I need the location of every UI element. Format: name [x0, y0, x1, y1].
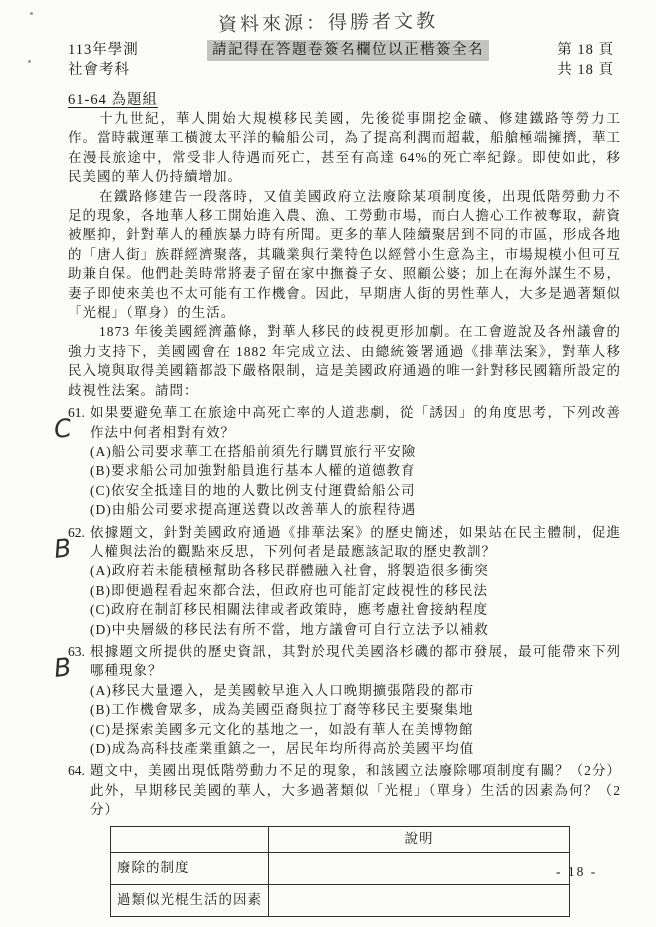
- question-62-stem: 依據題文，針對美國政府通過《排華法案》的歷史簡述，如果站在民主體制，促進人權與法治的觀點來反思，下列何者是最應該記取的歷史教訓？: [90, 524, 621, 559]
- question-63-number: 63.: [68, 643, 85, 659]
- row2-answer-cell: [269, 884, 570, 916]
- question-62-number: 62.: [68, 524, 85, 540]
- signature-notice-highlight: 請記得在答題卷簽名欄位以正楷簽全名: [207, 40, 489, 61]
- question-62: [52, 523, 621, 639]
- question-63-option-a: (A)移民大量遷入，是美國較早進入人口晚期擴張階段的都市: [90, 682, 475, 698]
- question-63-option-d: (D)成為高科技產業重鎮之一，居民年均所得高於美國平均值: [90, 741, 475, 756]
- question-group-title: 61-64 為題組: [68, 92, 158, 108]
- subject-label: 社會考科: [68, 62, 130, 78]
- question-64-number: 64.: [68, 763, 85, 779]
- page-header: [68, 40, 614, 80]
- passage-paragraph-3: 1873 年後美國經濟蕭條，對華人移民的歧視更形加劇。在工會遊說及各州議會的強力支持下，美國國會在 1882 年完成立法、由總統簽署通過《排華法案》，對華人移民入境與取得美國籍都設下嚴格限制，這是美國政府通過的唯一針對移民國籍所設定的歧視性法案。請問：: [68, 324, 621, 398]
- question-61-option-c: (C)依安全抵達目的地的人數比例支付運費給船公司: [90, 482, 416, 498]
- handwritten-source-note: 資料來源：得勝者文教: [217, 10, 439, 36]
- header-center: [139, 40, 558, 61]
- total-pages-label: 共 18 頁: [557, 62, 614, 78]
- page-number-label: 第 18 頁: [557, 42, 614, 58]
- question-63-stem: 根據題文所提供的歷史資訊，其對於現代美國洛杉磯的都市發展，最可能帶來下列哪種現象？: [90, 643, 621, 679]
- question-61-option-d: (D)由船公司要求提高運送費以改善華人的旅程待遇: [90, 502, 417, 518]
- page-footer-number: - 18 -: [556, 864, 598, 879]
- question-62-option-a: (A)政府若未能積極幫助各移民群體融入社會，將製造很多衝突: [90, 563, 489, 579]
- table-header-row: [111, 826, 570, 852]
- row1-label: 廢除的制度: [111, 852, 269, 884]
- question-61-option-b: (B)要求船公司加強對船員進行基本人權的道德教育: [90, 463, 416, 479]
- question-61-option-a: (A)船公司要求華工在搭船前須先行購買旅行平安險: [90, 443, 417, 459]
- table-corner-cell: [111, 826, 269, 852]
- handwritten-answer-63: B: [52, 651, 74, 683]
- question-64: [68, 761, 621, 819]
- exam-year-label: 113年學測: [68, 42, 139, 58]
- passage-paragraph-2: 在鐵路修建告一段落時，又值美國政府立法廢除某項制度後，出現低階勞動力不足的現象，各地華人移工開始進入農、漁、工勞動市場，而白人擔心工作被奪取，薪資被壓抑，針對華人的種族暴力時有所聞。更多的華人陸續聚居到不同的市區，形成各地的「唐人街」族群經濟聚落，其職業與行業特色以經營小生意為主，市場規模小但可互助兼自保。他們赴美時常將妻子留在家中撫養子女、照顧公婆；加上在海外謀生不易，妻子即使來美也不太可能有工作機會。因此，早期唐人街的男性華人，大多是過著類似「光棍」（單身）的生活。: [68, 188, 621, 321]
- question-62-option-b: (B)即便過程看起來都合法，但政府也可能訂定歧視性的移民法: [90, 582, 488, 598]
- handwritten-answer-62: B: [52, 532, 74, 564]
- question-63-option-c: (C)是探索美國多元文化的基地之一，如設有華人在美博物館: [90, 721, 474, 737]
- table-row-abolished-system: [111, 852, 570, 884]
- question-63-option-b: (B)工作機會眾多，成為美國亞裔與拉丁裔等移民主要聚集地: [90, 702, 474, 718]
- table-description-header: 說明: [269, 826, 570, 852]
- scan-speck: [28, 60, 31, 63]
- page-count: [557, 40, 614, 80]
- passage-and-questions: [52, 109, 621, 917]
- question-61: [52, 403, 621, 519]
- row1-answer-cell: [269, 852, 570, 884]
- question-62-option-c: (C)政府在制訂移民相關法律或者政策時，應考慮社會接納程度: [90, 602, 488, 618]
- exam-identifier: [68, 40, 139, 80]
- row2-label: 過類似光棍生活的因素: [111, 884, 269, 916]
- question-61-number: 61.: [68, 405, 85, 421]
- passage-paragraph-1: 十九世紀，華人開始大規模移民美國，先後從事開挖金礦、修建鐵路等勞力工作。當時載運華工橫渡太平洋的輪船公司，為了提高利潤而超載，船艙極端擁擠，華工在漫長旅途中，常受非人待遇而死亡，甚至有高達 64%的死亡率紀錄。即使如此，移民美國的華人仍持續增加。: [68, 111, 621, 185]
- question-61-stem: 如果要避免華工在旅途中高死亡率的人道悲劇，從「誘因」的角度思考，下列改善作法中何者相對有效？: [90, 405, 621, 440]
- question-62-option-d: (D)中央層級的移民法有所不當，地方議會可自行立法予以補救: [90, 621, 489, 637]
- question-64-stem: 題文中，美國出現低階勞動力不足的現象，和該國立法廢除哪項制度有關？（2分）此外，早期移民美國的華人，大多過著類似「光棍」（單身）生活的因素為何？（2分）: [90, 763, 621, 818]
- question-64-answer-table: [110, 826, 570, 917]
- table-row-bachelor-life-factor: [111, 884, 570, 916]
- handwritten-answer-61: C: [52, 413, 75, 445]
- question-63: [52, 642, 621, 758]
